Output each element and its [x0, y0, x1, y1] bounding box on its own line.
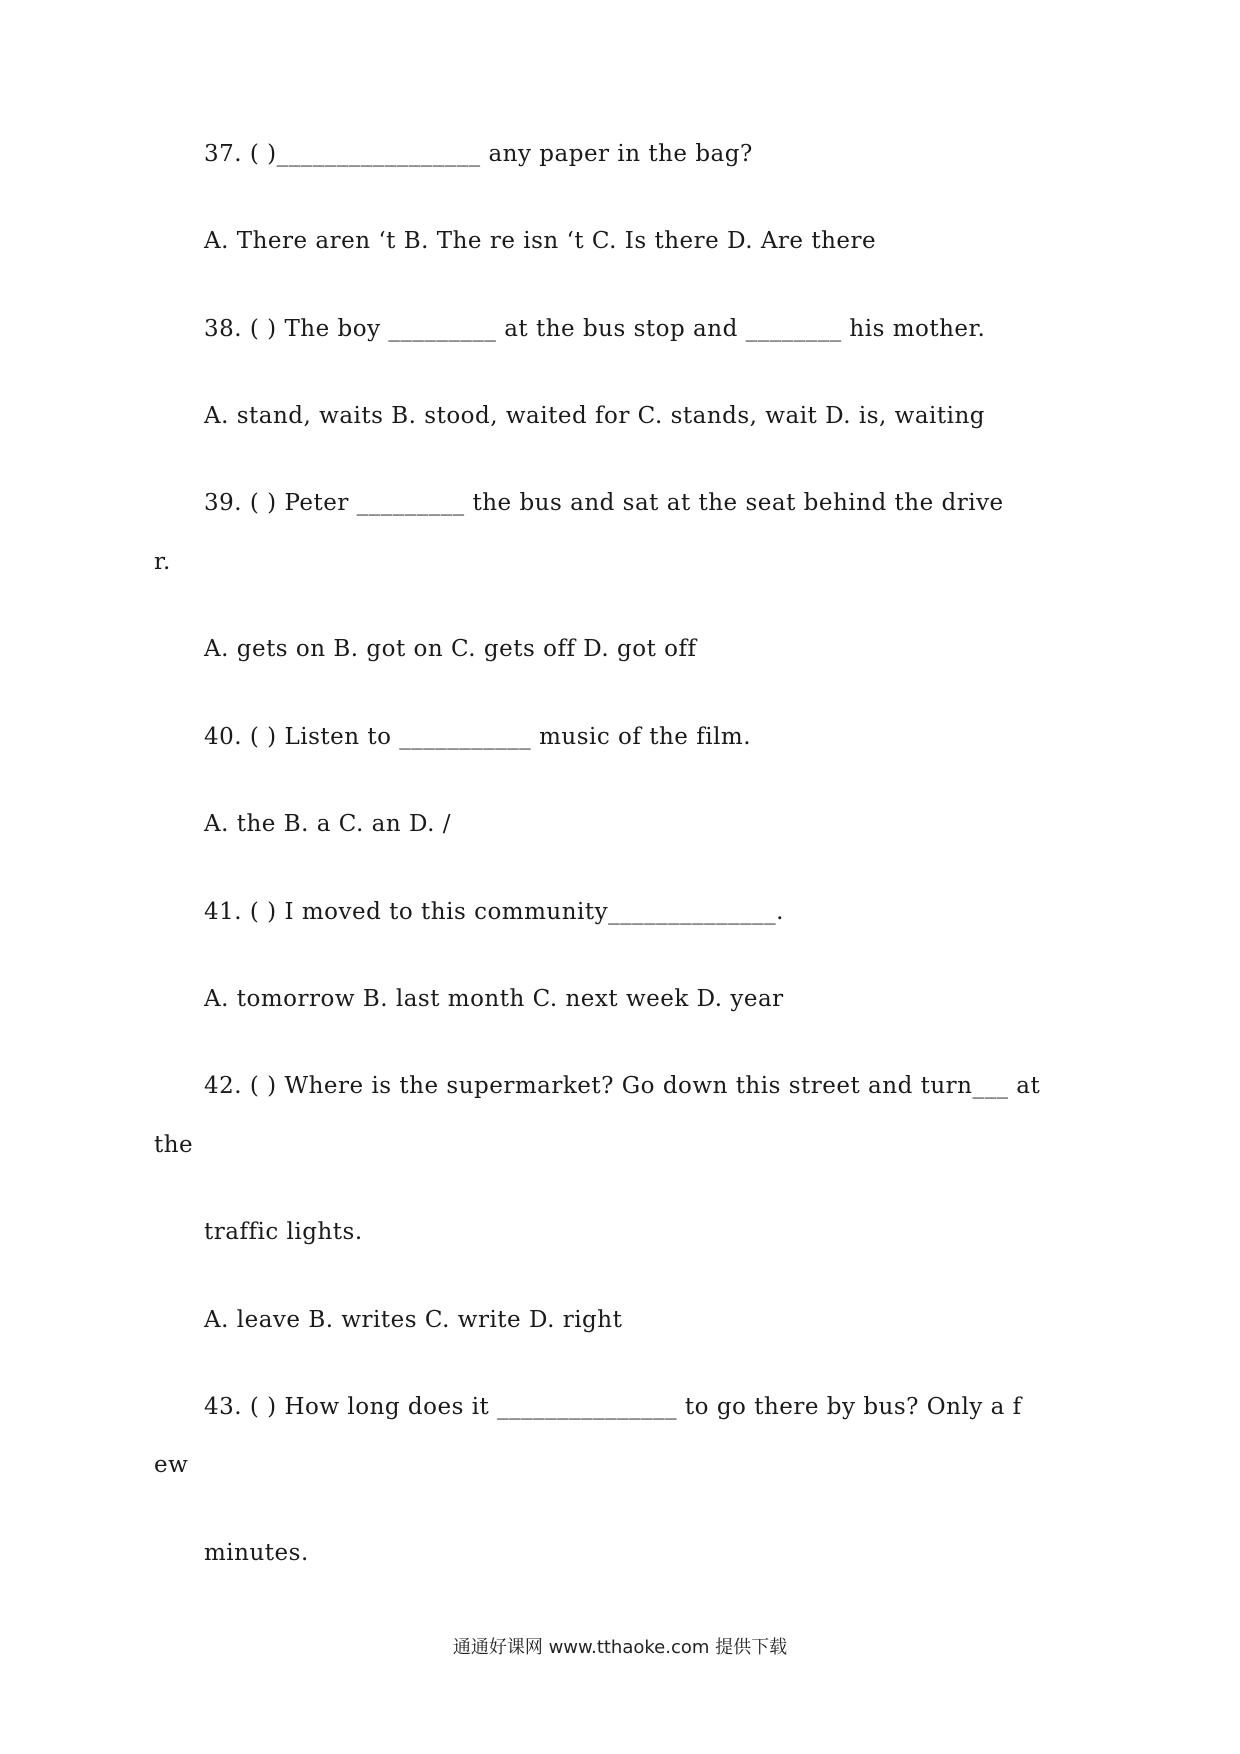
question-40-options: A. the B. a C. an D. / [204, 811, 451, 837]
question-38-options: A. stand, waits B. stood, waited for C. stands, wait D. is, waiting [204, 403, 986, 429]
question-37-options: A. There aren ‘t B. The re isn ‘t C. Is there D. Are there [204, 228, 877, 254]
question-42-continuation: the [154, 1132, 194, 1158]
question-43: 43. ( ) How long does it _______________ to go there by bus? Only a f [204, 1394, 1022, 1420]
question-39-continuation: r. [154, 549, 171, 575]
page-footer: 通通好课网 www.tthaoke.com 提供下载 [452, 1637, 788, 1658]
question-37: 37. ( )_________________ any paper in the bag? [204, 141, 753, 167]
question-42-options: A. leave B. writes C. write D. right [204, 1307, 623, 1333]
question-39: 39. ( ) Peter _________ the bus and sat at the seat behind the drive [204, 490, 1004, 516]
question-42-continuation-2: traffic lights. [204, 1219, 363, 1245]
question-42: 42. ( ) Where is the supermarket? Go down this street and turn___ at [204, 1073, 1041, 1099]
question-43-continuation-2: minutes. [204, 1540, 309, 1566]
question-39-options: A. gets on B. got on C. gets off D. got off [204, 636, 697, 662]
question-41-options: A. tomorrow B. last month C. next week D. year [204, 986, 784, 1012]
question-40: 40. ( ) Listen to ___________ music of the film. [204, 724, 752, 750]
question-41: 41. ( ) I moved to this community______________. [204, 899, 784, 925]
question-43-continuation: ew [154, 1452, 189, 1478]
question-38: 38. ( ) The boy _________ at the bus stop and ________ his mother. [204, 316, 986, 342]
